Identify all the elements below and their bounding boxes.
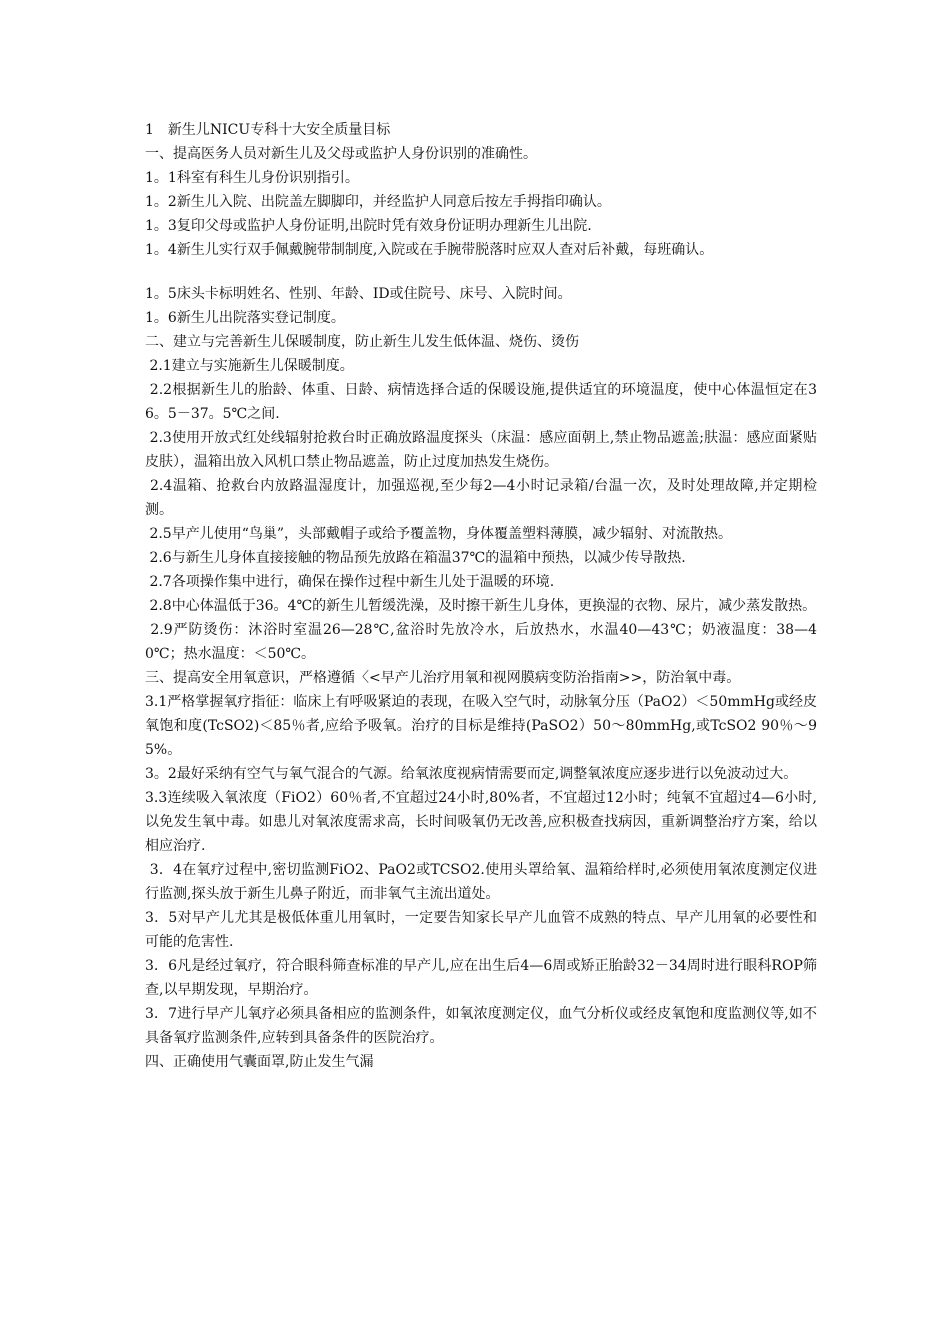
paragraph-3-4: 3．4在氧疗过程中,密切监测FiO2、PaO2或TCSO2.使用头罩给氧、温箱给样时,必须使用氧浓度测定仪进行监测,探头放于新生儿鼻子附近，而非氧气主流出道处。 [145, 862, 818, 902]
paragraph-1-4: 1。4新生儿实行双手佩戴腕带制制度,入院或在手腕带脱落时应双人查对后补戴，每班确认。 [145, 242, 714, 258]
paragraph-2-2: 2.2根据新生儿的胎龄、体重、日龄、病情选择合适的保暖设施,提供适宜的环境温度，使中心体温恒定在36。5－37。5℃之间. [145, 382, 817, 422]
paragraph-1-6: 1。6新生儿出院落实登记制度。 [145, 310, 345, 326]
paragraph-2-8: 2.8中心体温低于36。4℃的新生儿暂缓洗澡，及时擦干新生儿身体，更换湿的衣物、尿片，减少蒸发散热。 [145, 598, 817, 614]
paragraph-3-5: 3．5对早产儿尤其是极低体重儿用氧时，一定要告知家长早产儿血管不成熟的特点、早产儿用氧的必要性和可能的危害性. [145, 910, 817, 950]
document-page [145, 118, 817, 1074]
paragraph-3-6: 3．6凡是经过氧疗，符合眼科筛查标准的早产儿,应在出生后4—6周或矫正胎龄32－34周时进行眼科ROP筛查,以早期发现，早期治疗。 [145, 958, 817, 998]
paragraph-1-2: 1。2新生儿入院、出院盖左脚脚印，并经监护人同意后按左手拇指印确认。 [145, 194, 611, 210]
paragraph-1-5: 1。5床头卡标明姓名、性别、年龄、ID或住院号、床号、入院时间。 [145, 286, 572, 302]
paragraph-1-1: 1。1科室有科生儿身份识别指引。 [145, 170, 359, 186]
section-heading-4: 四、正确使用气囊面罩,防止发生气漏 [145, 1054, 374, 1070]
section-heading-1: 一、提高医务人员对新生儿及父母或监护人身份识别的准确性。 [145, 146, 537, 162]
paragraph-2-7: 2.7各项操作集中进行，确保在操作过程中新生儿处于温暖的环境. [145, 574, 555, 590]
blank-line [145, 262, 817, 282]
paragraph-2-5: 2.5早产儿使用“鸟巢”，头部戴帽子或给予覆盖物，身体覆盖塑料薄膜，减少辐射、对流散热。 [145, 526, 733, 542]
paragraph-2-3: 2.3使用开放式红处线辐射抢救台时正确放路温度探头（床温：感应面朝上,禁止物品遮盖;肤温：感应面紧贴皮肤），温箱出放入风机口禁止物品遮盖，防止过度加热发生烧伤。 [145, 430, 817, 470]
section-heading-3: 三、提高安全用氧意识，严格遵循〈<早产儿治疗用氧和视网膜病变防治指南>>，防治氧中毒。 [145, 670, 741, 686]
paragraph-2-6: 2.6与新生儿身体直接接触的物品预先放路在箱温37℃的温箱中预热，以减少传导散热. [145, 550, 686, 566]
paragraph-2-4: 2.4温箱、抢救台内放路温湿度计，加强巡视,至少每2—4小时记录箱/台温一次，及时处理故障,并定期检测。 [145, 478, 817, 518]
paragraph-3-7: 3．7进行早产儿氧疗必须具备相应的监测条件，如氧浓度测定仪，血气分析仪或经皮氧饱和度监测仪等,如不具备氧疗监测条件,应转到具备条件的医院治疗。 [145, 1006, 817, 1046]
paragraph-3-3: 3.3连续吸入氧浓度（FiO2）60％者,不宜超过24小时,80%者，不宜超过12小时；纯氧不宜超过4—6小时,以免发生氧中毒。如患儿对氧浓度需求高，长时间吸氧仍无改善,应积极查找病因，重新调整治疗方案，给以相应治疗. [145, 790, 817, 854]
paragraph-3-1: 3.1严格掌握氧疗指征：临床上有呼吸紧迫的表现，在吸入空气时，动脉氧分压（PaO2）＜50mmHg或经皮氧饱和度(TcSO2)＜85％者,应给予吸氧。治疗的目标是维持(PaSO2）50～80mmHg,或TcSO2 90％～95%。 [145, 694, 817, 758]
document-title: 1 新生儿NICU专科十大安全质量目标 [145, 122, 391, 138]
paragraph-2-1: 2.1建立与实施新生儿保暖制度。 [145, 358, 354, 374]
section-heading-2: 二、建立与完善新生儿保暖制度，防止新生儿发生低体温、烧伤、烫伤 [145, 334, 579, 350]
paragraph-3-2: 3。2最好采纳有空气与氧气混合的气源。给氧浓度视病情需要而定,调整氧浓度应逐步进行以免波动过大。 [145, 766, 798, 782]
paragraph-1-3: 1。3复印父母或监护人身份证明,出院时凭有效身份证明办理新生儿出院. [145, 218, 592, 234]
paragraph-2-9: 2.9严防烫伤：沐浴时室温26—28℃,盆浴时先放冷水，后放热水，水温40—43℃；奶液温度：38—40℃；热水温度：＜50℃。 [145, 622, 818, 662]
